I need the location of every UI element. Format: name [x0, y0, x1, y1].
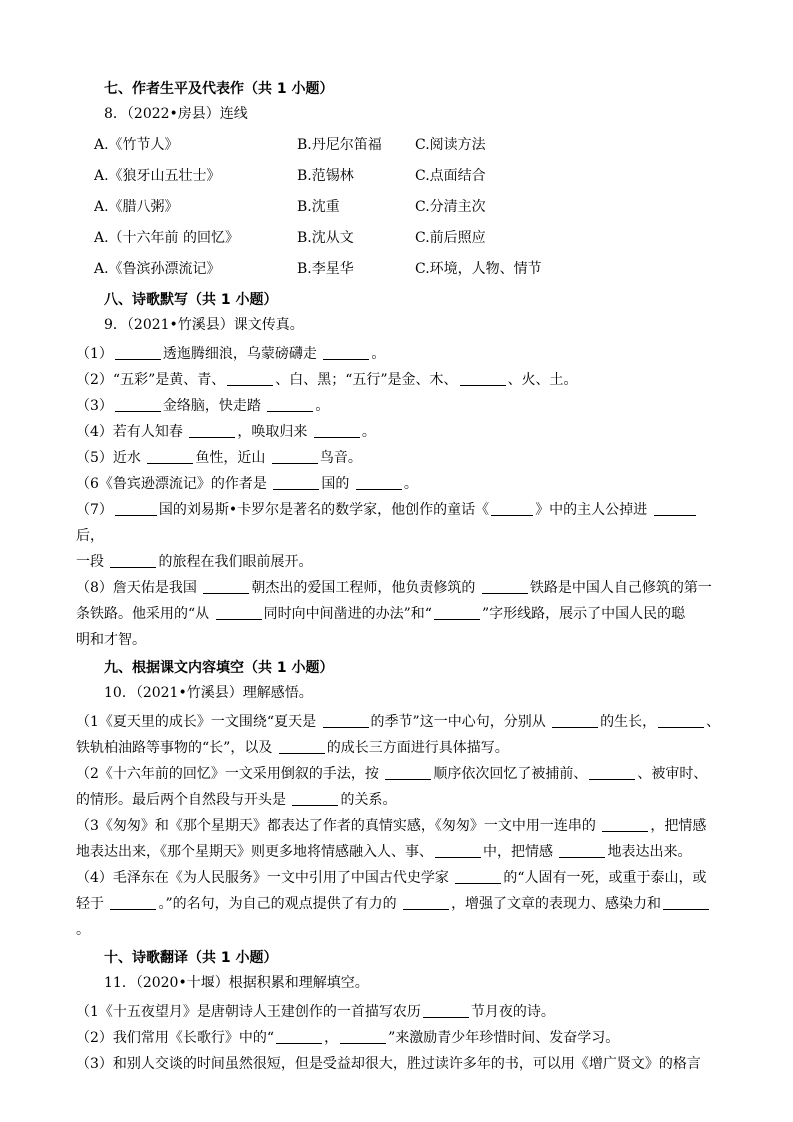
text: 的“人固有一死，或重于泰山，或	[503, 870, 707, 886]
answer-blank[interactable]	[203, 577, 249, 594]
text: ，唤取归来	[237, 424, 308, 440]
text: （3）	[76, 398, 113, 414]
text: （5）近水	[76, 450, 141, 466]
q10-line-2	[76, 761, 721, 787]
answer-blank[interactable]	[403, 893, 449, 910]
text: 、白、黑；“五行”是金、木、	[275, 372, 458, 388]
q10-line-3-cont	[76, 839, 721, 865]
question-10-head: 10．（2021•竹溪县）理解感悟。	[104, 685, 313, 701]
q9-line-3	[76, 393, 721, 419]
text: 的季节”这一中心句，分别从	[370, 714, 546, 730]
answer-blank[interactable]	[460, 369, 506, 386]
answer-blank[interactable]	[110, 893, 156, 910]
text: 中，把情感	[483, 844, 553, 860]
section-8-title: 八、诗歌默写（共 1 小题）	[104, 292, 278, 308]
q9-line-8	[76, 575, 721, 601]
text: 后，	[76, 528, 104, 544]
q10-line-1	[76, 709, 721, 735]
matching-row	[94, 192, 721, 223]
answer-blank[interactable]	[482, 577, 528, 594]
answer-blank[interactable]	[267, 395, 313, 412]
question-9-head: 9．（2021•竹溪县）课文传真。	[104, 317, 304, 333]
answer-blank[interactable]	[227, 369, 273, 386]
q11-line-3	[76, 1051, 721, 1077]
answer-blank[interactable]	[273, 473, 319, 490]
text: 同时向中间凿进的办法”和“	[263, 606, 432, 622]
text: 的成长三方面进行具体描写。	[326, 740, 509, 756]
answer-blank[interactable]	[272, 447, 318, 464]
q9-line-1	[76, 341, 721, 367]
answer-blank[interactable]	[654, 499, 696, 516]
text: ，把情感	[650, 818, 707, 834]
text: 铁轨柏油路等事物的“长”，以及	[76, 740, 273, 756]
text: 。”的名句，为自己的观点提供了有力的	[158, 896, 397, 912]
text: 轻于	[76, 896, 104, 912]
matching-col-c: C.分清主次	[415, 199, 486, 215]
text: （2《十六年前的回忆》一文采用倒叙的手法，按	[76, 766, 379, 782]
answer-blank[interactable]	[356, 473, 402, 490]
answer-blank[interactable]	[147, 447, 193, 464]
text: 、被审时、	[637, 766, 708, 782]
text: ，增强了文章的表现力、感染力和	[451, 896, 662, 912]
matching-row	[94, 254, 721, 285]
text: 的生长，	[600, 714, 657, 730]
matching-col-b: B.李星华	[297, 261, 354, 277]
answer-blank[interactable]	[602, 815, 648, 832]
section-9-title: 九、根据课文内容填空（共 1 小题）	[104, 660, 334, 676]
text: 朝杰出的爱国工程师，他负责修筑的	[251, 580, 476, 596]
answer-blank[interactable]	[323, 343, 369, 360]
text: 。	[76, 922, 90, 938]
text: 条铁路。他采用的“从	[76, 606, 210, 622]
answer-blank[interactable]	[115, 499, 157, 516]
answer-blank[interactable]	[276, 1027, 322, 1044]
answer-blank[interactable]	[552, 711, 598, 728]
text: （2）“五彩”是黄、青、	[76, 372, 226, 388]
text: 。	[361, 424, 376, 440]
text: （8）詹天佑是我国	[76, 580, 197, 596]
answer-blank[interactable]	[292, 789, 338, 806]
text: 、	[706, 714, 721, 730]
matching-col-c: C.环境，人物、情节	[415, 261, 542, 277]
answer-blank[interactable]	[216, 603, 262, 620]
text: 。	[403, 476, 418, 492]
answer-blank[interactable]	[115, 343, 161, 360]
matching-col-c: C.前后照应	[415, 230, 486, 246]
q10-line-4-cont	[76, 891, 721, 943]
answer-blank[interactable]	[115, 395, 161, 412]
matching-col-b: B.沈重	[297, 199, 340, 215]
q9-line-5	[76, 445, 721, 471]
q9-line-2	[76, 367, 721, 393]
q9-line-8-end	[76, 627, 721, 653]
matching-table	[76, 130, 721, 285]
matching-col-a: A.《狼牙山五壮士》	[94, 168, 221, 184]
text: 国的刘易斯•卡罗尔是著名的数学家，他创作的童话《	[158, 502, 490, 518]
answer-blank[interactable]	[663, 893, 709, 910]
text: 地表达出来，《那个星期天》则更多地将情感融入人、事、	[76, 844, 433, 860]
answer-blank[interactable]	[455, 867, 501, 884]
answer-blank[interactable]	[589, 763, 635, 780]
text: （1《夏天里的成长》一文围绕“夏天是	[76, 714, 317, 730]
q9-line-8-cont	[76, 601, 721, 627]
q9-line-4	[76, 419, 721, 445]
text: 国的	[321, 476, 350, 492]
document-content	[76, 74, 721, 1077]
matching-row	[94, 130, 721, 161]
q11-line-2	[76, 1025, 721, 1051]
text: 铁路是中国人自己修筑的第一	[529, 580, 712, 596]
answer-blank[interactable]	[423, 1001, 469, 1018]
text: 》中的主人公掉进	[535, 502, 648, 518]
matching-col-c: C.点面结合	[415, 168, 486, 184]
matching-col-a: A.《竹节人》	[94, 137, 179, 153]
matching-row	[94, 161, 721, 192]
q9-line-7-cont	[76, 549, 721, 575]
text: 明和才智。	[76, 632, 146, 648]
answer-blank[interactable]	[434, 603, 480, 620]
matching-col-a: A.（十六年前 的回忆》	[94, 230, 240, 246]
q10-line-3	[76, 813, 721, 839]
text: 。	[371, 346, 386, 362]
text: 鸟音。	[319, 450, 362, 466]
answer-blank[interactable]	[279, 737, 325, 754]
text: （1《十五夜望月》是唐朝诗人王建创作的一首描写农历	[76, 1004, 421, 1020]
matching-col-a: A.《鲁滨孙漂流记》	[94, 261, 221, 277]
question-11-head: 11．（2020•十堰）根据积累和理解填空。	[104, 975, 369, 991]
text: 。	[315, 398, 330, 414]
text: 的旅程在我们眼前展开。	[158, 554, 313, 570]
q9-line-6	[76, 471, 721, 497]
matching-col-c: C.阅读方法	[415, 137, 486, 153]
section-7-title: 七、作者生平及代表作（共 1 小题）	[104, 81, 334, 97]
q10-line-1-cont	[76, 735, 721, 761]
matching-col-a: A.《腊八粥》	[94, 199, 179, 215]
matching-row	[94, 223, 721, 254]
text: （1）	[76, 346, 113, 362]
matching-col-b: B.沈从文	[297, 230, 354, 246]
answer-blank[interactable]	[314, 421, 360, 438]
q10-line-2-cont	[76, 787, 721, 813]
answer-blank[interactable]	[323, 711, 369, 728]
answer-blank[interactable]	[110, 551, 156, 568]
q10-line-4	[76, 865, 721, 891]
text: 金络脑，快走踏	[162, 398, 261, 414]
matching-col-b: B.丹尼尔笛福	[297, 137, 382, 153]
q9-line-7	[76, 497, 721, 549]
matching-col-b: B.范锡林	[297, 168, 354, 184]
question-8-head: 8．（2022•房县）连线	[104, 106, 248, 122]
text: 节月夜的诗。	[470, 1004, 555, 1020]
text: （6《鲁宾逊漂流记》的作者是	[76, 476, 267, 492]
text: （7）	[76, 502, 113, 518]
text: ，	[324, 1030, 339, 1046]
answer-blank[interactable]	[559, 841, 605, 858]
text: 鱼性，近山	[195, 450, 266, 466]
answer-blank[interactable]	[189, 421, 235, 438]
answer-blank[interactable]	[385, 763, 431, 780]
text: （4）若有人知春	[76, 424, 183, 440]
text: ”来激励青少年珍惜时间、发奋学习。	[388, 1030, 620, 1046]
answer-blank[interactable]	[435, 841, 481, 858]
text: 透迤腾细浪，乌蒙磅礴走	[162, 346, 317, 362]
answer-blank[interactable]	[340, 1027, 386, 1044]
text: ”字形线路，展示了中国人民的聪	[481, 606, 686, 622]
text: 顺序依次回忆了被捕前、	[433, 766, 588, 782]
text: （3）和别人交谈的时间虽然很短，但是受益却很大，胜过读许多年的书，可以用《增广贤文》的格言	[76, 1056, 701, 1072]
text: （2）我们常用《长歌行》中的“	[76, 1030, 275, 1046]
text: 一段	[76, 554, 104, 570]
text: 地表达出来。	[607, 844, 692, 860]
text: （4）毛泽东在《为人民服务》一文中引用了中国古代史学家	[76, 870, 449, 886]
text: 、火、土。	[507, 372, 578, 388]
text: 的关系。	[340, 792, 397, 808]
q11-line-1	[76, 999, 721, 1025]
section-10-title: 十、诗歌翻译（共 1 小题）	[104, 950, 278, 966]
answer-blank[interactable]	[491, 499, 533, 516]
text: （3《匆匆》和《那个星期天》都表达了作者的真情实感，《匆匆》一文中用一连串的	[76, 818, 596, 834]
answer-blank[interactable]	[658, 711, 704, 728]
text: 的情形。最后两个自然段与开头是	[76, 792, 286, 808]
